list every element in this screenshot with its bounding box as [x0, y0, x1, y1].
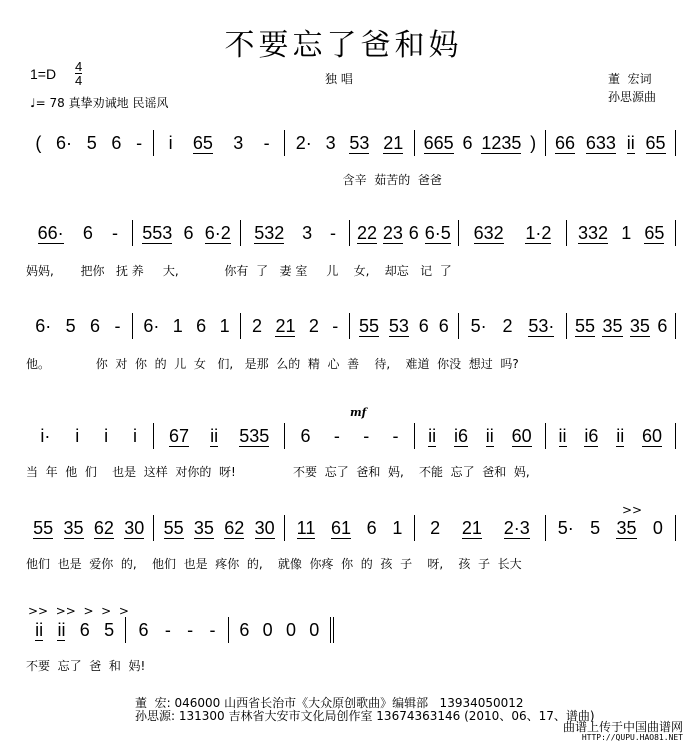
- measure: [24, 220, 133, 246]
- note: 5: [65, 315, 76, 336]
- measure: [24, 313, 133, 339]
- note: 665: [423, 132, 454, 153]
- note: 6: [90, 315, 101, 336]
- footer-contact-composer: 孙思源: 131300 吉林省大安市文化局创作室 13674363146 (2010、06、17、谱曲): [135, 709, 595, 723]
- note: 2·: [295, 132, 312, 153]
- measure: [154, 515, 284, 541]
- note: -: [136, 132, 143, 153]
- note: 35: [602, 315, 623, 336]
- note: 6: [657, 315, 668, 336]
- note: 35: [63, 517, 84, 538]
- note: 6·: [143, 315, 160, 336]
- note: 35: [193, 517, 214, 538]
- note: 1: [621, 222, 632, 243]
- note: 6·: [56, 132, 73, 153]
- note: 332: [577, 222, 608, 243]
- note: 5: [590, 517, 601, 538]
- measure: [285, 130, 415, 156]
- lyrics-line: 当 年 他 们 也是 这样 对你的 呀! 不要 忘了 爸和 妈, 不能 忘了 爸和 妈,: [26, 465, 530, 479]
- note: 633: [585, 132, 616, 153]
- note: 3: [325, 132, 336, 153]
- note: i: [132, 425, 137, 446]
- note: 6: [79, 619, 90, 640]
- note: 21: [383, 132, 404, 153]
- note: 11: [296, 517, 316, 538]
- note: i6: [453, 425, 468, 446]
- note: 1: [219, 315, 230, 336]
- note: 6: [138, 619, 149, 640]
- note: 3: [302, 222, 313, 243]
- note: 65: [645, 132, 666, 153]
- measure: [459, 220, 568, 246]
- note: 53: [388, 315, 409, 336]
- note: -: [332, 315, 339, 336]
- measure: [546, 515, 676, 541]
- note: 55: [575, 315, 596, 336]
- note: 0: [285, 619, 296, 640]
- note: ii: [35, 619, 44, 640]
- note: 1·2: [525, 222, 552, 243]
- note: 0: [652, 517, 663, 538]
- note: i·: [40, 425, 51, 446]
- note: 2: [308, 315, 319, 336]
- note: 55: [163, 517, 184, 538]
- performance-type: 独 唱: [325, 72, 353, 86]
- note: -: [112, 222, 119, 243]
- note: 6: [408, 222, 419, 243]
- watermark-url: HTTP://QUPU.HAO81.NET: [581, 733, 683, 742]
- staff-row: [24, 313, 676, 339]
- measure: [24, 515, 154, 541]
- note: 22: [356, 222, 377, 243]
- note: 23: [382, 222, 403, 243]
- staff-row: [24, 617, 334, 643]
- note: ii: [57, 619, 66, 640]
- note: ii: [616, 425, 625, 446]
- footer-contact-lyricist: 董 宏: 046000 山西省长治市《大众原创歌曲》编辑部 13934050012: [135, 696, 524, 710]
- note: ii: [428, 425, 437, 446]
- measure: [350, 313, 459, 339]
- note: 60: [642, 425, 663, 446]
- note: 6·: [35, 315, 52, 336]
- note: i: [75, 425, 80, 446]
- note: 535: [239, 425, 270, 446]
- note: 6: [418, 315, 429, 336]
- note: -: [114, 315, 121, 336]
- note: 6: [300, 425, 311, 446]
- lyrics-line: 含辛 茹苦的 爸爸: [26, 173, 442, 187]
- song-title: 不要忘了爸和妈: [224, 28, 463, 63]
- note: ii: [210, 425, 219, 446]
- measure: [24, 130, 154, 156]
- note: 5: [104, 619, 115, 640]
- note: 55: [33, 517, 54, 538]
- note: ii: [558, 425, 567, 446]
- measure: [567, 313, 676, 339]
- note: 5·: [470, 315, 487, 336]
- note: -: [330, 222, 337, 243]
- note: 62: [93, 517, 114, 538]
- note: 65: [644, 222, 665, 243]
- note: 55: [358, 315, 379, 336]
- key-signature: 1=D: [30, 66, 57, 82]
- time-signature: [75, 60, 82, 87]
- note: 1: [172, 315, 183, 336]
- note: 61: [330, 517, 352, 538]
- time-sig-numerator: 4: [75, 59, 83, 74]
- lyricist: 董 宏词: [608, 72, 652, 86]
- measure: [567, 220, 676, 246]
- note: 6: [462, 132, 473, 153]
- note: 35: [616, 517, 637, 538]
- note: 6: [183, 222, 194, 243]
- note: 67: [168, 425, 189, 446]
- measure: [546, 130, 676, 156]
- staff-row: [24, 220, 676, 246]
- note: -: [263, 132, 270, 153]
- note: 632: [473, 222, 504, 243]
- note: 553: [142, 222, 173, 243]
- note: i6: [584, 425, 599, 446]
- note: 532: [254, 222, 285, 243]
- staff-row: [24, 515, 676, 541]
- note: 30: [254, 517, 275, 538]
- measure: [229, 617, 334, 643]
- note: 2: [430, 517, 441, 538]
- note: 30: [124, 517, 145, 538]
- lyrics-line: 他。 你 对 你 的 儿 女 们, 是那 么的 精 心 善 待, 难道 你没 想过 吗?: [26, 357, 519, 371]
- note: 2: [502, 315, 513, 336]
- measure: [546, 423, 676, 449]
- note: 6: [111, 132, 122, 153]
- staff-row: [24, 423, 676, 449]
- note: 6: [239, 619, 250, 640]
- note: -: [164, 619, 171, 640]
- note: -: [333, 425, 340, 446]
- accent-marks: >>: [622, 503, 643, 517]
- measure: [154, 130, 284, 156]
- note: 35: [629, 315, 650, 336]
- note: 6·5: [424, 222, 451, 243]
- measure: [415, 130, 545, 156]
- note: 6: [438, 315, 449, 336]
- lyrics-line: 不要 忘了 爸 和 妈!: [26, 659, 146, 673]
- measure: [415, 515, 545, 541]
- note: 60: [511, 425, 532, 446]
- note: (: [35, 132, 42, 153]
- note: i: [168, 132, 173, 153]
- note: 6·2: [204, 222, 231, 243]
- lyrics-line: 妈妈, 把你 抚 养 大, 你有 了 妻 室 儿 女, 却忘 记 了: [26, 264, 452, 278]
- note: 6: [82, 222, 93, 243]
- note: -: [209, 619, 216, 640]
- note: 2: [252, 315, 263, 336]
- measure: [24, 617, 126, 643]
- staff-row: [24, 130, 676, 156]
- quarter-note-icon: ♩: [30, 96, 36, 110]
- measure: [133, 313, 242, 339]
- note: 6: [366, 517, 377, 538]
- note: 65: [192, 132, 213, 153]
- lyrics-line: 他们 也是 爱你 的, 他们 也是 疼你 的, 就像 你疼 你 的 孩 子 呀, 孩 子 长大: [26, 557, 522, 571]
- note: 0: [309, 619, 320, 640]
- watermark-text: 曲谱上传于中国曲谱网: [562, 720, 683, 734]
- note: 5·: [557, 517, 574, 538]
- note: 2·3: [503, 517, 530, 538]
- note: 0: [262, 619, 273, 640]
- note: ): [530, 132, 537, 153]
- measure: [415, 423, 545, 449]
- measure: [126, 617, 228, 643]
- measure: [24, 423, 154, 449]
- note: 3: [233, 132, 244, 153]
- measure: [241, 313, 350, 339]
- note: 66·: [37, 222, 64, 243]
- note: -: [187, 619, 194, 640]
- measure: [285, 423, 415, 449]
- note: 66: [555, 132, 576, 153]
- time-sig-denominator: 4: [75, 73, 83, 88]
- note: 21: [461, 517, 482, 538]
- note: ii: [485, 425, 494, 446]
- note: 62: [224, 517, 245, 538]
- note: 1: [392, 517, 403, 538]
- measure: [350, 220, 459, 246]
- tempo-marking: [30, 94, 168, 111]
- measure: [154, 423, 284, 449]
- note: 53: [349, 132, 370, 153]
- composer: 孙思源曲: [608, 90, 657, 104]
- note: 5: [86, 132, 97, 153]
- note: 1235: [481, 132, 522, 153]
- note: 53·: [528, 315, 555, 336]
- note: ii: [626, 132, 635, 153]
- dynamic-mf: mf: [350, 406, 367, 419]
- note: 6: [196, 315, 207, 336]
- measure: [241, 220, 350, 246]
- accent-marks: >> >> > > >: [28, 604, 129, 618]
- note: -: [363, 425, 370, 446]
- note: -: [392, 425, 399, 446]
- note: 21: [275, 315, 296, 336]
- measure: [133, 220, 242, 246]
- note: i: [104, 425, 109, 446]
- measure: [459, 313, 568, 339]
- measure: [285, 515, 415, 541]
- tempo-text: = 78 真挚劝诫地 民谣风: [35, 96, 169, 110]
